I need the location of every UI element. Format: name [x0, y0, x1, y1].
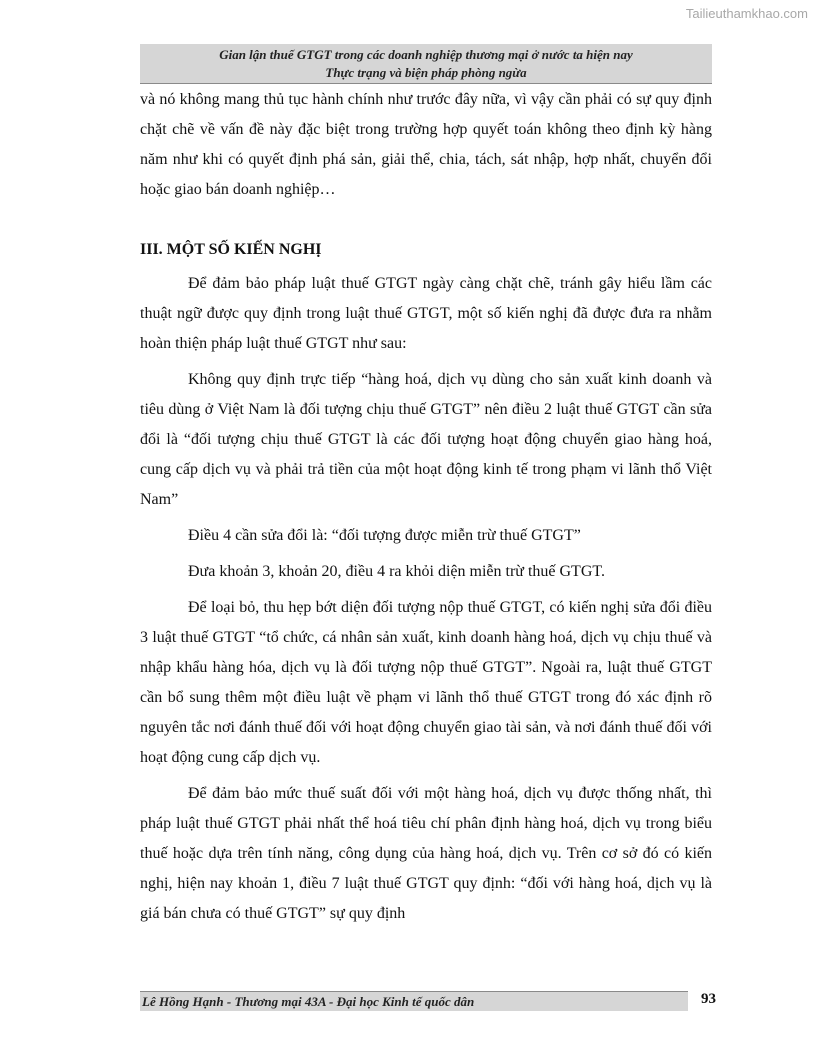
page-number: 93 — [701, 991, 716, 1007]
section-heading: III. MỘT SỐ KIẾN NGHỊ — [140, 241, 322, 258]
paragraph: Để đảm bảo pháp luật thuế GTGT ngày càng chặt chẽ, tránh gây hiểu lầm các thuật ngữ được quy định trong luật thuế GTGT, một số kiến nghị đã được đưa ra nhằm hoàn thiện pháp luật thuế GTGT như sau: — [140, 275, 712, 352]
paragraph: Điều 4 cần sửa đổi là: “đối tượng được miễn trừ thuế GTGT” — [188, 527, 581, 544]
paragraph: Không quy định trực tiếp “hàng hoá, dịch vụ dùng cho sản xuất kinh doanh và tiêu dùng ở Việt Nam là đối tượng chịu thuế GTGT” nên điều 2 luật thuế GTGT cần sửa đổi là “đối tượng chịu thuế GTGT là các đối tượng hoạt động chuyển giao hàng hoá, cung cấp dịch vụ và phải trả tiền của một hoạt động kinh tế trong phạm vi lãnh thổ Việt Nam” — [140, 371, 712, 508]
running-footer: Lê Hồng Hạnh - Thương mại 43A - Đại học Kinh tế quốc dân — [140, 991, 688, 1011]
watermark: Tailieuthamkhao.com — [685, 6, 808, 21]
running-header — [140, 44, 712, 84]
paragraph: Để loại bỏ, thu hẹp bớt diện đối tượng nộp thuế GTGT, có kiến nghị sửa đổi điều 3 luật thuế GTGT “tổ chức, cá nhân sản xuất, kinh doanh hàng hoá, dịch vụ chịu thuế và nhập khẩu hàng hóa, dịch vụ là đối tượng nộp thuế GTGT”. Ngoài ra, luật thuế GTGT cần bổ sung thêm một điều luật về phạm vi lãnh thổ thuế GTGT trong đó xác định rõ nguyên tắc nơi đánh thuế đối với hoạt động chuyển giao tài sản, và nơi đánh thuế đối với hoạt động cung cấp dịch vụ. — [140, 599, 712, 766]
paragraph: Đưa khoản 3, khoản 20, điều 4 ra khỏi diện miễn trừ thuế GTGT. — [188, 563, 605, 580]
paragraph: Để đảm bảo mức thuế suất đối với một hàng hoá, dịch vụ được thống nhất, thì pháp luật thuế GTGT phải nhất thể hoá tiêu chí phân định hàng hoá, dịch vụ trong biểu thuế hoặc dựa trên tính năng, công dụng của hàng hoá, dịch vụ. Trên cơ sở đó có kiến nghị, hiện nay khoản 1, điều 7 luật thuế GTGT quy định: “đối với hàng hoá, dịch vụ là giá bán chưa có thuế GTGT” sự quy định — [140, 785, 712, 922]
paragraph-continuation: và nó không mang thủ tục hành chính như trước đây nữa, vì vậy cần phải có sự quy định chặt chẽ về vấn đề này đặc biệt trong trường hợp quyết toán không theo định kỳ hàng năm như khi có quyết định phá sản, giải thể, chia, tách, sát nhập, hợp nhất, chuyển đổi hoặc giao bán doanh nghiệp… — [140, 91, 712, 198]
header-title-line1: Gian lận thuế GTGT trong các doanh nghiệp thương mại ở nước ta hiện nay — [219, 47, 633, 62]
header-title-line2: Thực trạng và biện pháp phòng ngừa — [325, 65, 527, 80]
document-body — [140, 85, 712, 929]
